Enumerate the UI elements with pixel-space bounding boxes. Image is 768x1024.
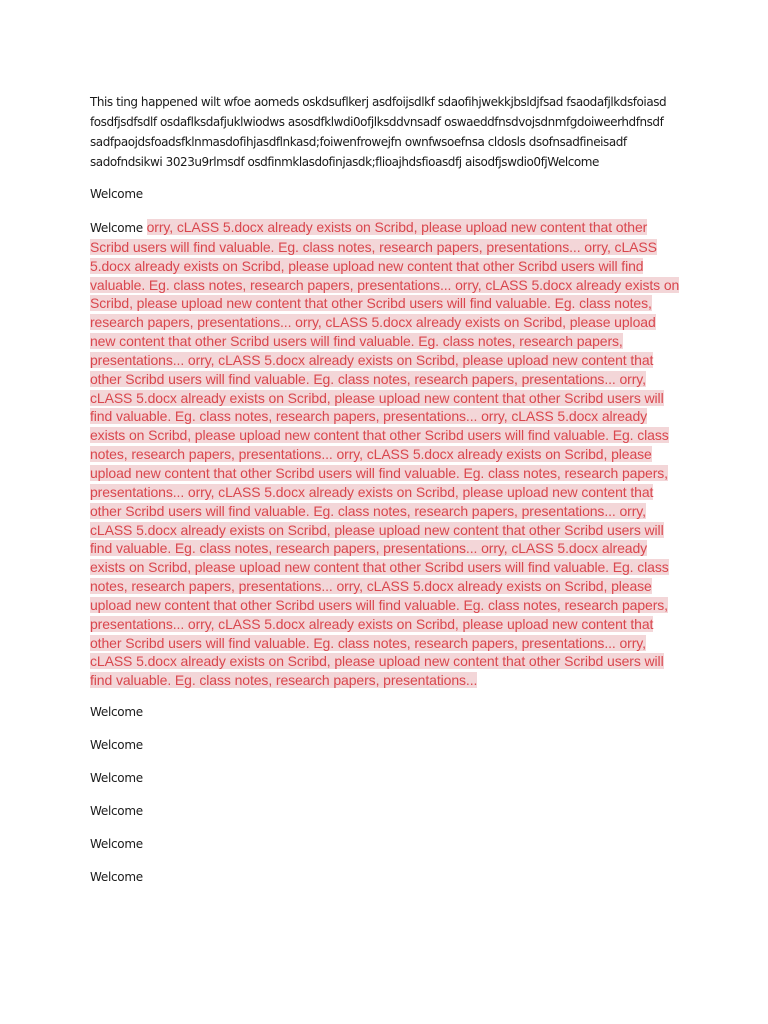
welcome-list xyxy=(90,704,680,885)
welcome-line: Welcome xyxy=(90,804,143,819)
welcome-line: Welcome xyxy=(90,187,143,201)
welcome-line: Welcome xyxy=(90,705,143,720)
document-page xyxy=(90,92,680,902)
welcome-line: Welcome xyxy=(90,870,143,885)
highlighted-paragraph xyxy=(90,218,680,690)
intro-paragraph: This ting happened wilt wfoe aomeds oskdsuflkerj asdfoijsdlkf sdaofihjwekkjbsldjfsad fsaodafjlkdsfoiasd fosdfjsdfsdlf osdaflksdafjuklwiodws asosdfklwdi0ofjlksddvnsadf oswaeddfnsdvojsdnmfgdoiweerhdfnsdf sadfpaojdsfoadsfklnmasdofihjasdflnkasd;foiwenfrowejfn ownfwsoefnsa cldosls dsofnsadfineisadf sadofndsikwi 3023u9rlmsdf osdfinmklasdofinjasdk;flioajhdsfioasdfj aisodfjswdio0fjWelcome xyxy=(90,95,667,169)
highlighted-notice-text: orry, cLASS 5.docx already exists on Scribd, please upload new content that other Scribd users will find valuable. Eg. class notes, research papers, presentations... orry, cLASS 5.docx already exists on Scribd, please upload new content that other Scribd users will find valuable. Eg. class notes, research papers, presentations... orry, cLASS 5.docx already exists on Scribd, please upload new content that other Scribd users will find valuable. Eg. class notes, research papers, presentations... orry, cLASS 5.docx already exists on Scribd, please upload new content that other Scribd users will find valuable. Eg. class notes, research papers, presentations... orry, cLASS 5.docx already exists on Scribd, please upload new content that other Scribd users will find valuable. Eg. class notes, research papers, presentations... orry, cLASS 5.docx already exists on Scribd, please upload new content that other Scribd users will find valuable. Eg. class notes, research papers, presentations... orry, cLASS 5.docx already exists on Scribd, please upload new content that other Scribd users will find valuable. Eg. class notes, research papers, presentations... orry, cLASS 5.docx already exists on Scribd, please upload new content that other Scribd users will find valuable. Eg. class notes, research papers, presentations... orry, cLASS 5.docx already exists on Scribd, please upload new content that other Scribd users will find valuable. Eg. class notes, research papers, presentations... orry, cLASS 5.docx already exists on Scribd, please upload new content that other Scribd users will find valuable. Eg. class notes, research papers, presentations... orry, cLASS 5.docx already exists on Scribd, please upload new content that other Scribd users will find valuable. Eg. class notes, research papers, presentations... orry, cLASS 5.docx already exists on Scribd, please upload new content that other Scribd users will find valuable. Eg. class notes, research papers, presentations... orry, cLASS 5.docx already exists on Scribd, please upload new content that other Scribd users will find valuable. Eg. class notes, research papers, presentations... orry, cLASS 5.docx already exists on Scribd, please upload new content that other Scribd users will find valuable. Eg. class notes, research papers, presentations... xyxy=(90,219,680,689)
paragraph-lead-word: Welcome xyxy=(90,221,143,235)
welcome-line: Welcome xyxy=(90,738,143,753)
welcome-line: Welcome xyxy=(90,771,143,786)
welcome-line: Welcome xyxy=(90,837,143,852)
